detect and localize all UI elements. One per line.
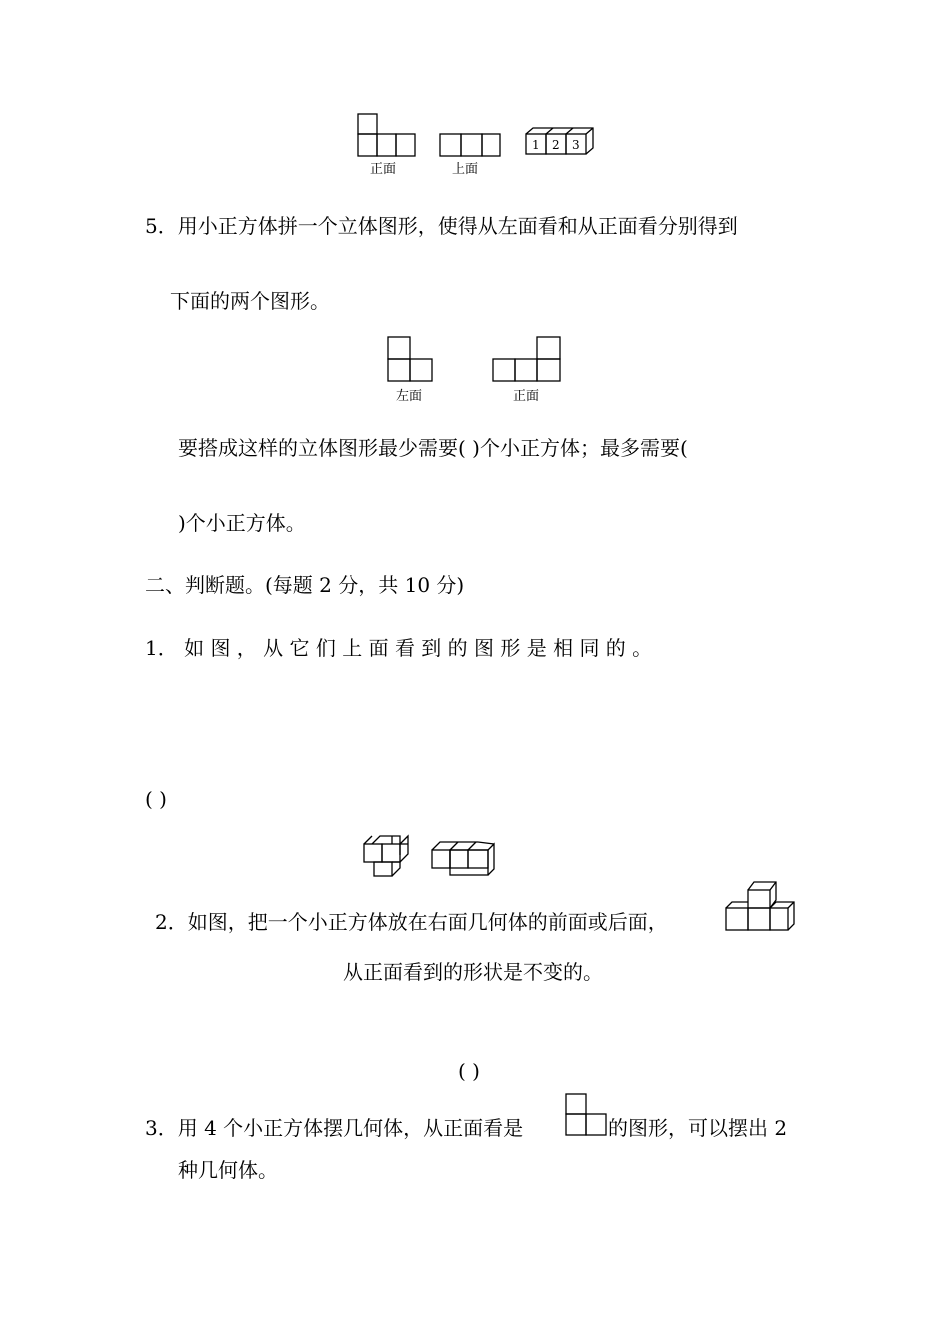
top-view-caption: 上面 — [452, 162, 479, 177]
q5-line1: 5．用小正方体拼一个立体图形，使得从左面看和从正面看分别得到 — [145, 214, 738, 238]
judge1-figure-left — [360, 830, 420, 880]
numbered-blocks-figure — [522, 124, 602, 160]
judge3-front-view — [565, 1092, 611, 1138]
front-view-figure-q5 — [490, 335, 570, 385]
q5-line2: 下面的两个图形。 — [170, 289, 330, 313]
front-view-figure — [350, 110, 420, 160]
front-view-caption-q5: 正面 — [513, 389, 540, 404]
q5-answer-line2: )个小正方体。 — [178, 511, 306, 535]
judge2-answer-blank: ( ) — [458, 1059, 480, 1083]
block-number-3: 3 — [572, 138, 580, 152]
top-view-figure — [435, 130, 505, 160]
judge3-line2: 种几何体。 — [178, 1158, 278, 1182]
block-number-2: 2 — [552, 138, 560, 152]
judge3-prefix: 3．用 4 个小正方体摆几何体，从正面看是 — [145, 1116, 524, 1140]
judge1-figure-right — [428, 838, 498, 888]
judge1-answer-blank: ( ) — [145, 787, 167, 811]
judge1-text: 1． 如 图 ， 从 它 们 上 面 看 到 的 图 形 是 相 同 的 。 — [145, 636, 653, 660]
q5-answer-line1: 要搭成这样的立体图形最少需要( )个小正方体；最多需要( — [178, 436, 688, 460]
left-view-caption: 左面 — [396, 389, 423, 404]
judge2-line2: 从正面看到的形状是不变的。 — [343, 960, 603, 984]
judge2-figure — [722, 878, 802, 934]
judge2-line1: 2．如图，把一个小正方体放在右面几何体的前面或后面， — [155, 910, 668, 934]
block-number-1: 1 — [532, 138, 540, 152]
section2-heading: 二、判断题。(每题 2 分，共 10 分) — [145, 573, 465, 597]
front-view-caption: 正面 — [370, 162, 397, 177]
judge3-suffix: 的图形，可以摆出 2 — [608, 1116, 788, 1140]
left-view-figure — [385, 335, 445, 385]
